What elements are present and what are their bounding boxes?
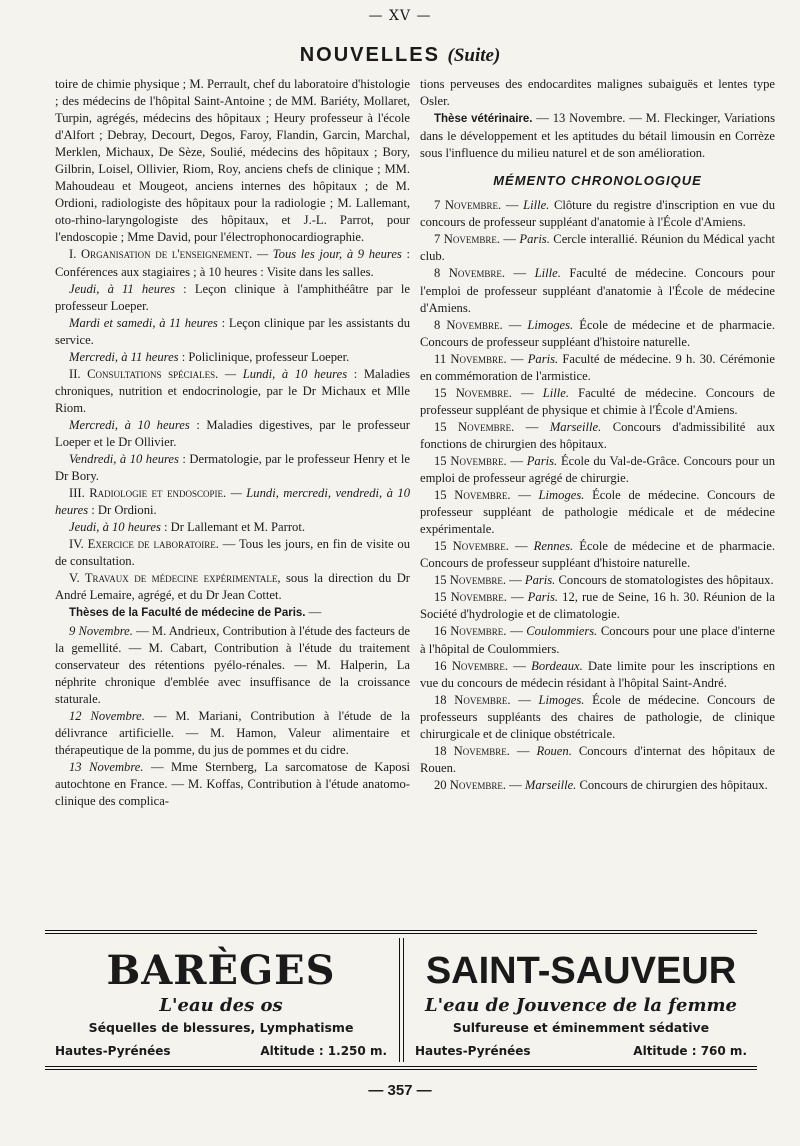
memento-entry: 7 Novembre. — Lille. Clôture du registre d'inscription en vue du concours de professeur suppléant d'anatomie à l'École d'Amiens.: [420, 198, 775, 230]
ad-saint-sauveur: [405, 940, 757, 1060]
memento-entry: 20 Novembre. — Marseille. Concours de chirurgien des hôpitaux.: [434, 777, 768, 792]
memento-entry: 8 Novembre. — Lille. Faculté de médecine. Concours pour l'emploi de professeur suppléant d'anatomie à l'École de médecine d'Amiens.: [420, 266, 775, 315]
consultation-mercredi: Mercredi, à 10 heures : Maladies digestives, par le professeur Loeper et le Dr Ollivier.: [55, 417, 410, 449]
memento-entry: 7 Novembre. — Paris. Cercle interallié. Réunion du Médical yacht club.: [420, 232, 775, 264]
ad-bareges-altitude: Altitude : 1.250 m.: [260, 1044, 387, 1058]
page-title: [0, 44, 800, 67]
left-column: [55, 76, 410, 810]
theses-9-novembre: 9 Novembre. — M. Andrieux, Contribution à l'étude des facteurs de la gemellité. — M. Cabart, Contribution à l'étude du traitement conservateur des rétentions pyélo-rénales. — M. Halperin, La néphrite chronique d'emblée avec insuffisance de la croissance staturale.: [55, 623, 410, 706]
ad-divider: [399, 938, 404, 1062]
ad-bareges-name: BARÈGES: [106, 947, 336, 994]
ad-bareges-subtitle: Séquelles de blessures, Lymphatisme: [88, 1020, 354, 1035]
ad-saint-sauveur-tagline: L'eau de Jouvence de la femme: [424, 995, 738, 1016]
page-number: — 357 —: [368, 1082, 432, 1099]
theses-12-novembre: 12 Novembre. — M. Mariani, Contribution à l'étude de la délivrance artificielle. — M. Hamon, Valeur alimentaire et thérapeutique de la pomme, du jus de pommes et du cidre.: [55, 708, 410, 757]
memento-entry: 15 Novembre. — Rennes. École de médecine et de pharmacie. Concours de professeur suppléant d'histoire naturelle.: [420, 539, 775, 571]
consultation-vendredi: Vendredi, à 10 heures : Dermatologie, par le professeur Henry et le Dr Bory.: [55, 452, 410, 484]
schedule-jeudi: Jeudi, à 11 heures : Leçon clinique à l'amphithéâtre par le professeur Loeper.: [55, 281, 410, 313]
ad-bareges-tagline: L'eau des os: [159, 995, 283, 1016]
ad-bareges-footer: [45, 1044, 397, 1058]
section-radiologie: III. Radiologie et endoscopie. — Lundi, mercredi, vendredi, à 10 heures : Dr Ordioni.: [55, 486, 411, 518]
title-text: NOUVELLES: [299, 44, 440, 66]
folio: — XV —: [368, 8, 432, 24]
section-organisation: I. Organisation de l'enseignement. — Tous les jour, à 9 heures : Conférences aux stagiaires ; à 10 heures : Visite dans les salles.: [55, 247, 410, 279]
memento-entry: 15 Novembre. — Paris. 12, rue de Seine, 16 h. 30. Réunion de la Société d'hydrologie et de climatologie.: [420, 590, 775, 622]
ad-saint-sauveur-subtitle: Sulfureuse et éminemment sédative: [452, 1020, 710, 1035]
schedule-mercredi: Mercredi, à 11 heures : Policlinique, professeur Loeper.: [69, 349, 350, 364]
staff-paragraph: toire de chimie physique ; M. Perrault, chef du laboratoire d'histologie ; des médecins de l'hôpital Saint-Antoine ; de MM. Bariéty, Mollaret, Turpin, agrégés, médecins des hôpitaux ; Heury professeur à l'école d'Alfort ; Debray, Decourt, Degos, Faroy, Flandin, Garcin, Marchal, Merklen, Michaux, De Sèze, Soulié, médecins des hôpitaux ; Bory, Gilbrin, Loisel, Ollivier, Riom, Roy, anciens chefs de clinique ; MM. Mahoudeau et Mougeot, anciens internes des hôpitaux ; de M. Ordioni, radiologiste des hôpitaux pour la radiologie ; M. Lallemant, oto-rhino-laryngologiste des hôpitaux, et J.-L. Parrot, pour l'endoscopie ; Mme David, pour l'électrophonocardiographie.: [55, 77, 410, 245]
section-laboratoire: IV. Exercice de laboratoire. — Tous les jours, en fin de visite ou de consultation.: [55, 537, 410, 569]
memento-entry: 18 Novembre. — Limoges. École de médecine. Concours de professeurs suppléants des chaires de pathologie, de clinique chirurgicale et de clinique obstétricale.: [420, 692, 775, 741]
continuation-paragraph: tions perveuses des endocardites malignes subaiguës et lentes type Osler.: [420, 77, 775, 109]
ad-saint-sauveur-footer: [405, 1044, 757, 1058]
memento-list: [420, 197, 775, 794]
section-consultations: II. Consultations spéciales. — Lundi, à 10 heures : Maladies chroniques, nutrition et endocrinologie, par le Dr Michaux et Mlle Riom.: [55, 366, 411, 415]
ad-bareges-region: Hautes-Pyrénées: [55, 1044, 171, 1058]
memento-entry: 18 Novembre. — Rouen. Concours d'internat des hôpitaux de Rouen.: [420, 743, 775, 775]
schedule-mardi-samedi: Mardi et samedi, à 11 heures : Leçon clinique par les assistants du service.: [55, 315, 410, 347]
memento-entry: 15 Novembre. — Lille. Faculté de médecine. Concours de professeur suppléant de physique et chimie à l'École d'Amiens.: [420, 385, 775, 417]
ad-saint-sauveur-altitude: Altitude : 760 m.: [633, 1044, 747, 1058]
memento-title: MÉMENTO CHRONOLOGIQUE: [493, 173, 702, 189]
memento-entry: 16 Novembre. — Bordeaux. Date limite pour les inscriptions en vue du concours de médecin résidant à l'hôpital Saint-André.: [420, 658, 776, 690]
ad-saint-sauveur-name: SAINT-SAUVEUR: [425, 950, 737, 992]
right-column: [420, 76, 775, 794]
memento-entry: 15 Novembre. — Paris. Concours de stomatologistes des hôpitaux.: [434, 573, 774, 588]
ad-bareges: [45, 940, 397, 1060]
memento-entry: 8 Novembre. — Limoges. École de médecine et de pharmacie. Concours de professeur suppléant d'histoire naturelle.: [420, 317, 775, 349]
memento-entry: 15 Novembre. — Paris. École du Val-de-Grâce. Concours pour un emploi de professeur agrégé de chirurgie.: [420, 453, 775, 486]
radiologie-jeudi: Jeudi, à 10 heures : Dr Lallemant et M. Parrot.: [69, 520, 305, 535]
these-veterinaire: Thèse vétérinaire. — 13 Novembre. — M. Fleckinger, Variations dans le développement et les aptitudes du bétail limousin en Corrèze sous l'influence du milieu naturel et de son amélioration.: [420, 111, 775, 161]
advertisement-banner: [45, 930, 757, 1070]
ad-saint-sauveur-region: Hautes-Pyrénées: [415, 1044, 531, 1058]
memento-entry: 15 Novembre. — Limoges. École de médecine. Concours de professeur suppléant de pathologie médicale et de médecine expérimentale.: [420, 488, 775, 537]
theses-heading: Thèses de la Faculté de médecine de Paris. —: [69, 605, 322, 620]
section-travaux: V. Travaux de médecine expérimentale, sous la direction du Dr André Lemaire, agrégé, et du Dr Jean Cottet.: [55, 571, 410, 603]
theses-13-novembre: 13 Novembre. — Mme Sternberg, La sarcomatose de Kaposi autochtone en France. — M. Koffas, Contribution à l'étude anatomo-clinique des complica-: [55, 759, 410, 808]
memento-entry: 15 Novembre. — Marseille. Concours d'admissibilité aux fonctions de chirurgien des hôpitaux.: [420, 419, 775, 451]
title-suffix: (Suite): [447, 45, 501, 66]
memento-entry: 16 Novembre. — Coulommiers. Concours pour une place d'interne à l'hôpital de Coulommiers.: [420, 624, 775, 656]
memento-entry: 11 Novembre. — Paris. Faculté de médecine. 9 h. 30. Cérémonie en commémoration de l'armistice.: [420, 351, 775, 383]
